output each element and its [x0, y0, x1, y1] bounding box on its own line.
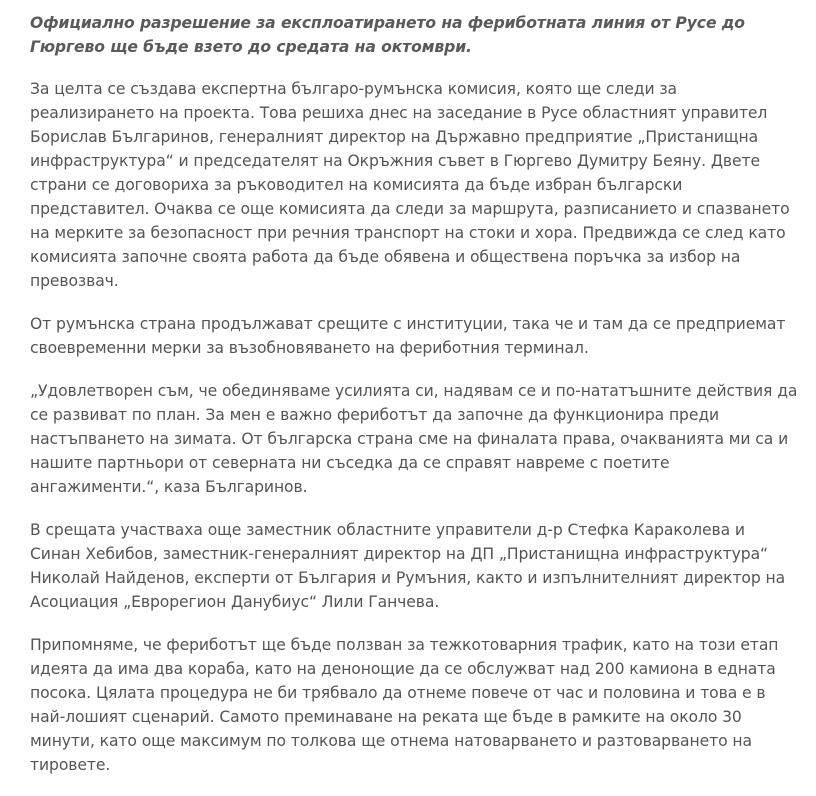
article-paragraph-5: Припомняме, че фериботът ще бъде ползван за тежкотоварния трафик, като на този етап идеята да има два кораба, като на денонощие да се обслужват над 200 камиона в едната посока. Цялата процедура не би трябвало да отнеме повече от час и половина и това е в най-лошият сценарий. Самото преминаване на реката ще бъде в рамките на около 30 минути, като още максимум по толкова ще отнема натоварването и разтоварването на тировете.: [30, 636, 779, 774]
article-paragraph-2: От румънска страна продължават срещите с институции, така че и там да се предприемат своевременни мерки за възобновяването на фериботния терминал.: [30, 315, 786, 357]
article-paragraph-1: За целта се създава експертна българо-румънска комисия, която ще следи за реализирането на проекта. Това решиха днес на заседание в Русе областният управител Борислав Българинов, генералният директор на Държавно предприятие „Пристанищна инфраструктура“ и председателят на Окръжния съвет в Гюргево Думитру Беяну. Двете страни се договориха за ръководител на комисията да бъде избран български представител. Очаква се още комисията да следи за маршрута, разписанието и спазването на мерките за безопасност при речния транспорт на стоки и хора. Предвижда се след като комисията започне своята работа да бъде обявена и обществена поръчка за избор на превозвач.: [30, 80, 790, 290]
article-body: [30, 11, 800, 796]
article-lead: Официално разрешение за експлоатирането на фериботната линия от Русе до Гюргево ще бъде взето до средата на октомври.: [30, 14, 745, 56]
article-paragraph-4: В срещата участваха още заместник областните управители д-р Стефка Караколева и Синан Хебибов, заместник-генералният директор на ДП „Пристанищна инфраструктура“ Николай Найденов, експерти от България и Румъния, както и изпълнителният директор на Асоциация „Еврорегион Данубиус“ Лили Ганчева.: [30, 521, 786, 611]
article-paragraph-3-quote: „Удовлетворен съм, че обединяваме усилията си, надявам се и по-нататъшните действия да се развиват по план. За мен е важно фериботът да започне да функционира преди настъпването на зимата. От българска страна сме на финалата права, очакванията ми са и нашите партньори от северната ни съседка да се справят навреме с поетите ангажименти.“, каза Българинов.: [30, 382, 798, 496]
